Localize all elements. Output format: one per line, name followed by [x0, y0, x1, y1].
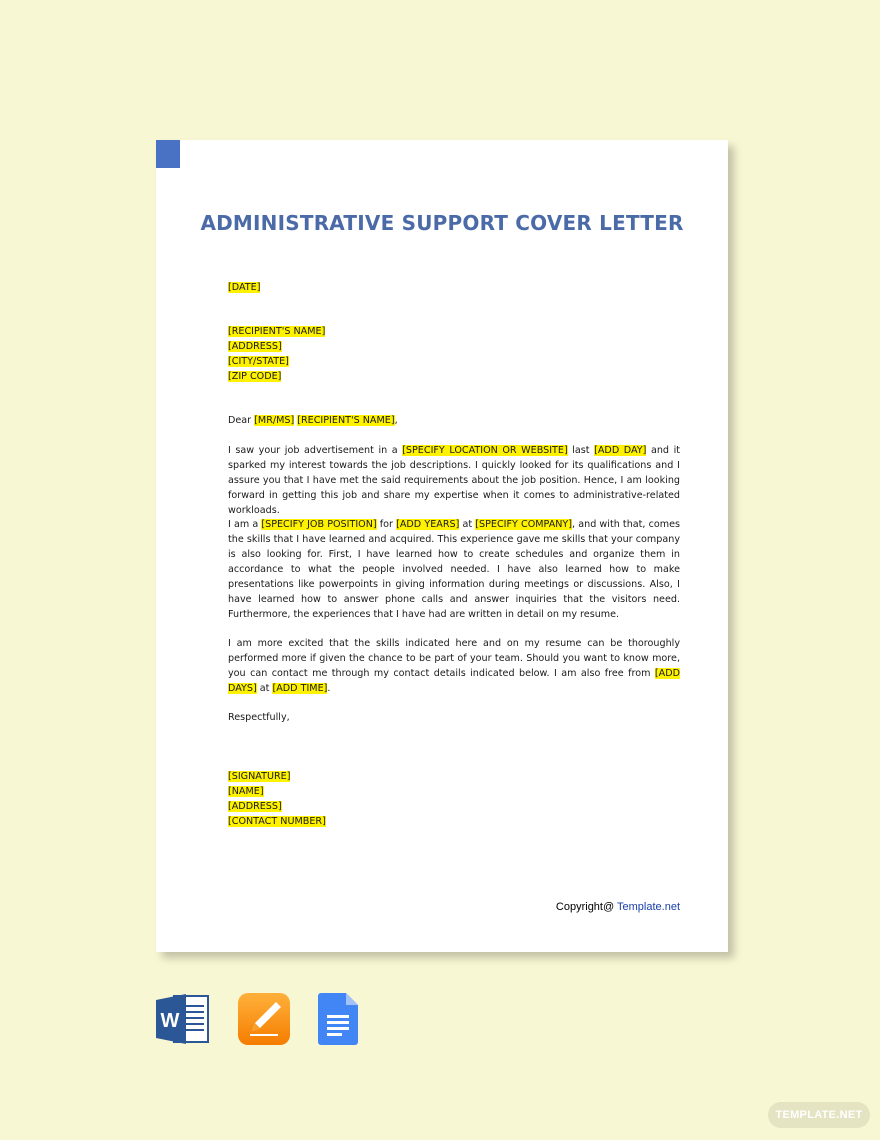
- paragraph-1: I saw your job advertisement in a [SPECIFY LOCATION OR WEBSITE] last [ADD DAY] and it sparked my interest towards the job descriptions. I quickly looked for its qualifications and I assure you that I have met the said requirements about the job position. Hence, I am looking forward in getting this job and share my expertise when it comes to administrative-related workloads.: [228, 445, 680, 516]
- placeholder-time: [ADD TIME]: [272, 683, 328, 694]
- signature-block: [228, 769, 680, 829]
- date-placeholder: [DATE]: [228, 282, 261, 293]
- document-page: [156, 140, 728, 952]
- copyright: Copyright@ Template.net: [555, 901, 680, 913]
- placeholder-location: [SPECIFY LOCATION OR WEBSITE]: [402, 445, 568, 456]
- salutation-title: [MR/MS]: [254, 415, 295, 426]
- salutation-name: [RECIPIENT'S NAME]: [297, 415, 395, 426]
- recipient-name: [RECIPIENT'S NAME]: [228, 326, 326, 337]
- placeholder-days: [ADD DAYS]: [228, 668, 680, 694]
- recipient-address: [ADDRESS]: [228, 341, 282, 352]
- placeholder-company: [SPECIFY COMPANY]: [475, 519, 573, 530]
- recipient-zip: [ZIP CODE]: [228, 371, 282, 382]
- placeholder-day: [ADD DAY]: [594, 445, 647, 456]
- placeholder-job-position: [SPECIFY JOB POSITION]: [261, 519, 377, 530]
- sender-address: [ADDRESS]: [228, 801, 282, 812]
- watermark-badge: TEMPLATE.NET: [768, 1102, 870, 1128]
- google-docs-icon[interactable]: [318, 993, 358, 1045]
- pages-icon[interactable]: [238, 993, 290, 1045]
- date-line: [228, 280, 680, 295]
- document-title: ADMINISTRATIVE SUPPORT COVER LETTER: [200, 211, 684, 235]
- recipient-city-state: [CITY/STATE]: [228, 356, 289, 367]
- recipient-block: [228, 324, 680, 384]
- paragraph-2: I am a [SPECIFY JOB POSITION] for [ADD YEARS] at [SPECIFY COMPANY], and with that, comes the skills that I have learned and acquired. This experience gave me skills that your company is also looking for. First, I have learned how to create schedules and organize them in accordance to what the people involved needed. I have also learned how to make presentations like powerpoints in giving information during meetings or discussions. Also, I have learned how to answer phone calls and answer inquiries that the visitors need. Furthermore, the experiences that I have had are written in detail on my resume.: [228, 519, 680, 620]
- template-link[interactable]: Template.net: [617, 901, 680, 913]
- signature-placeholder: [SIGNATURE]: [228, 771, 291, 782]
- paragraph-3: I am more excited that the skills indicated here and on my resume can be thoroughly performed more if given the chance to be part of your team. Should you want to know more, you can contact me through my contact details indicated below. I am also free from [ADD DAYS] at [ADD TIME].: [228, 638, 680, 694]
- corner-accent: [156, 140, 180, 168]
- placeholder-years: [ADD YEARS]: [396, 519, 460, 530]
- svg-text:W: W: [160, 1010, 180, 1032]
- word-icon[interactable]: [156, 994, 210, 1044]
- closing: Respectfully,: [228, 712, 290, 723]
- sender-contact: [CONTACT NUMBER]: [228, 816, 326, 827]
- salutation: Dear [MR/MS] [RECIPIENT'S NAME],: [228, 415, 398, 426]
- sender-name: [NAME]: [228, 786, 264, 797]
